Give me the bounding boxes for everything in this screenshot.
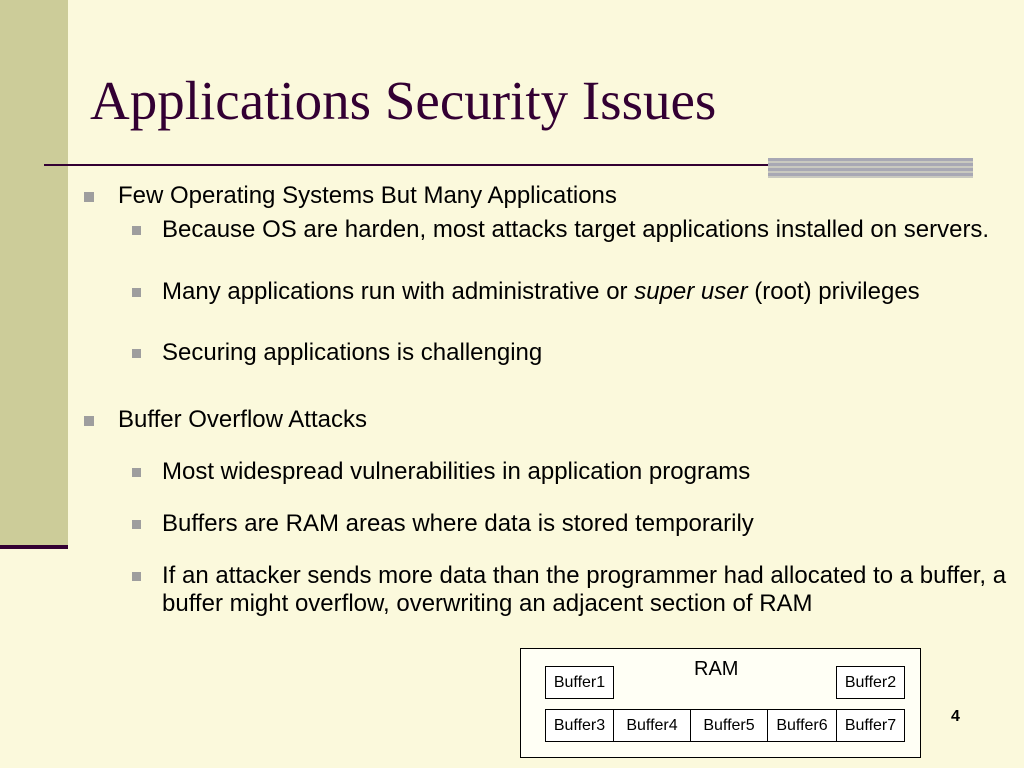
buffer-box: Buffer2 bbox=[836, 666, 905, 699]
sub-bullet-securing bbox=[162, 339, 1007, 367]
title-accent-bar bbox=[768, 158, 973, 178]
bullet-text: Buffer Overflow Attacks bbox=[118, 406, 367, 433]
sub-bullet-text-after: (root) privileges bbox=[747, 278, 920, 305]
bullet-text: Few Operating Systems But Many Applications bbox=[118, 182, 617, 209]
buffer-box: Buffer5 bbox=[690, 709, 768, 742]
ram-label: RAM bbox=[694, 658, 739, 680]
sub-bullet-attacker bbox=[162, 562, 1007, 618]
sub-bullet-text: If an attacker sends more data than the programmer had allocated to a buffer, a buffer might overflow, overwriting an adjacent section of RAM bbox=[162, 562, 1007, 617]
bullet-square-icon bbox=[84, 192, 94, 202]
buffer-box: Buffer4 bbox=[613, 709, 691, 742]
left-accent-band bbox=[0, 0, 68, 545]
page-number: 4 bbox=[951, 708, 960, 725]
bullet-buffer-overflow bbox=[118, 406, 367, 434]
sub-bullet-privileges bbox=[162, 278, 1007, 306]
left-accent-rule bbox=[0, 545, 68, 549]
slide-title: Applications Security Issues bbox=[90, 70, 717, 131]
sub-bullet-os-harden bbox=[162, 216, 1007, 244]
bullet-operating-systems bbox=[118, 182, 617, 210]
bullet-square-icon bbox=[132, 520, 141, 529]
sub-bullet-text: Because OS are harden, most attacks target applications installed on servers. bbox=[162, 216, 990, 243]
sub-bullet-widespread bbox=[162, 458, 1007, 486]
sub-bullet-text: Buffers are RAM areas where data is stored temporarily bbox=[162, 510, 754, 537]
bullet-square-icon bbox=[132, 572, 141, 581]
sub-bullet-text-before: Many applications run with administrative or bbox=[162, 278, 635, 305]
bullet-square-icon bbox=[132, 226, 141, 235]
buffer-box: Buffer1 bbox=[545, 666, 614, 699]
emphasis-super-user: super user bbox=[634, 278, 748, 305]
sub-bullet-text: Securing applications is challenging bbox=[162, 339, 543, 366]
bullet-square-icon bbox=[132, 349, 141, 358]
title-underline bbox=[44, 164, 804, 166]
sub-bullet-text: Most widespread vulnerabilities in application programs bbox=[162, 458, 751, 485]
buffer-box: Buffer3 bbox=[545, 709, 614, 742]
bullet-square-icon bbox=[84, 416, 94, 426]
sub-bullet-buffers-ram bbox=[162, 510, 1007, 538]
buffer-box: Buffer7 bbox=[836, 709, 905, 742]
bullet-square-icon bbox=[132, 468, 141, 477]
buffer-box: Buffer6 bbox=[767, 709, 837, 742]
bullet-square-icon bbox=[132, 288, 141, 297]
